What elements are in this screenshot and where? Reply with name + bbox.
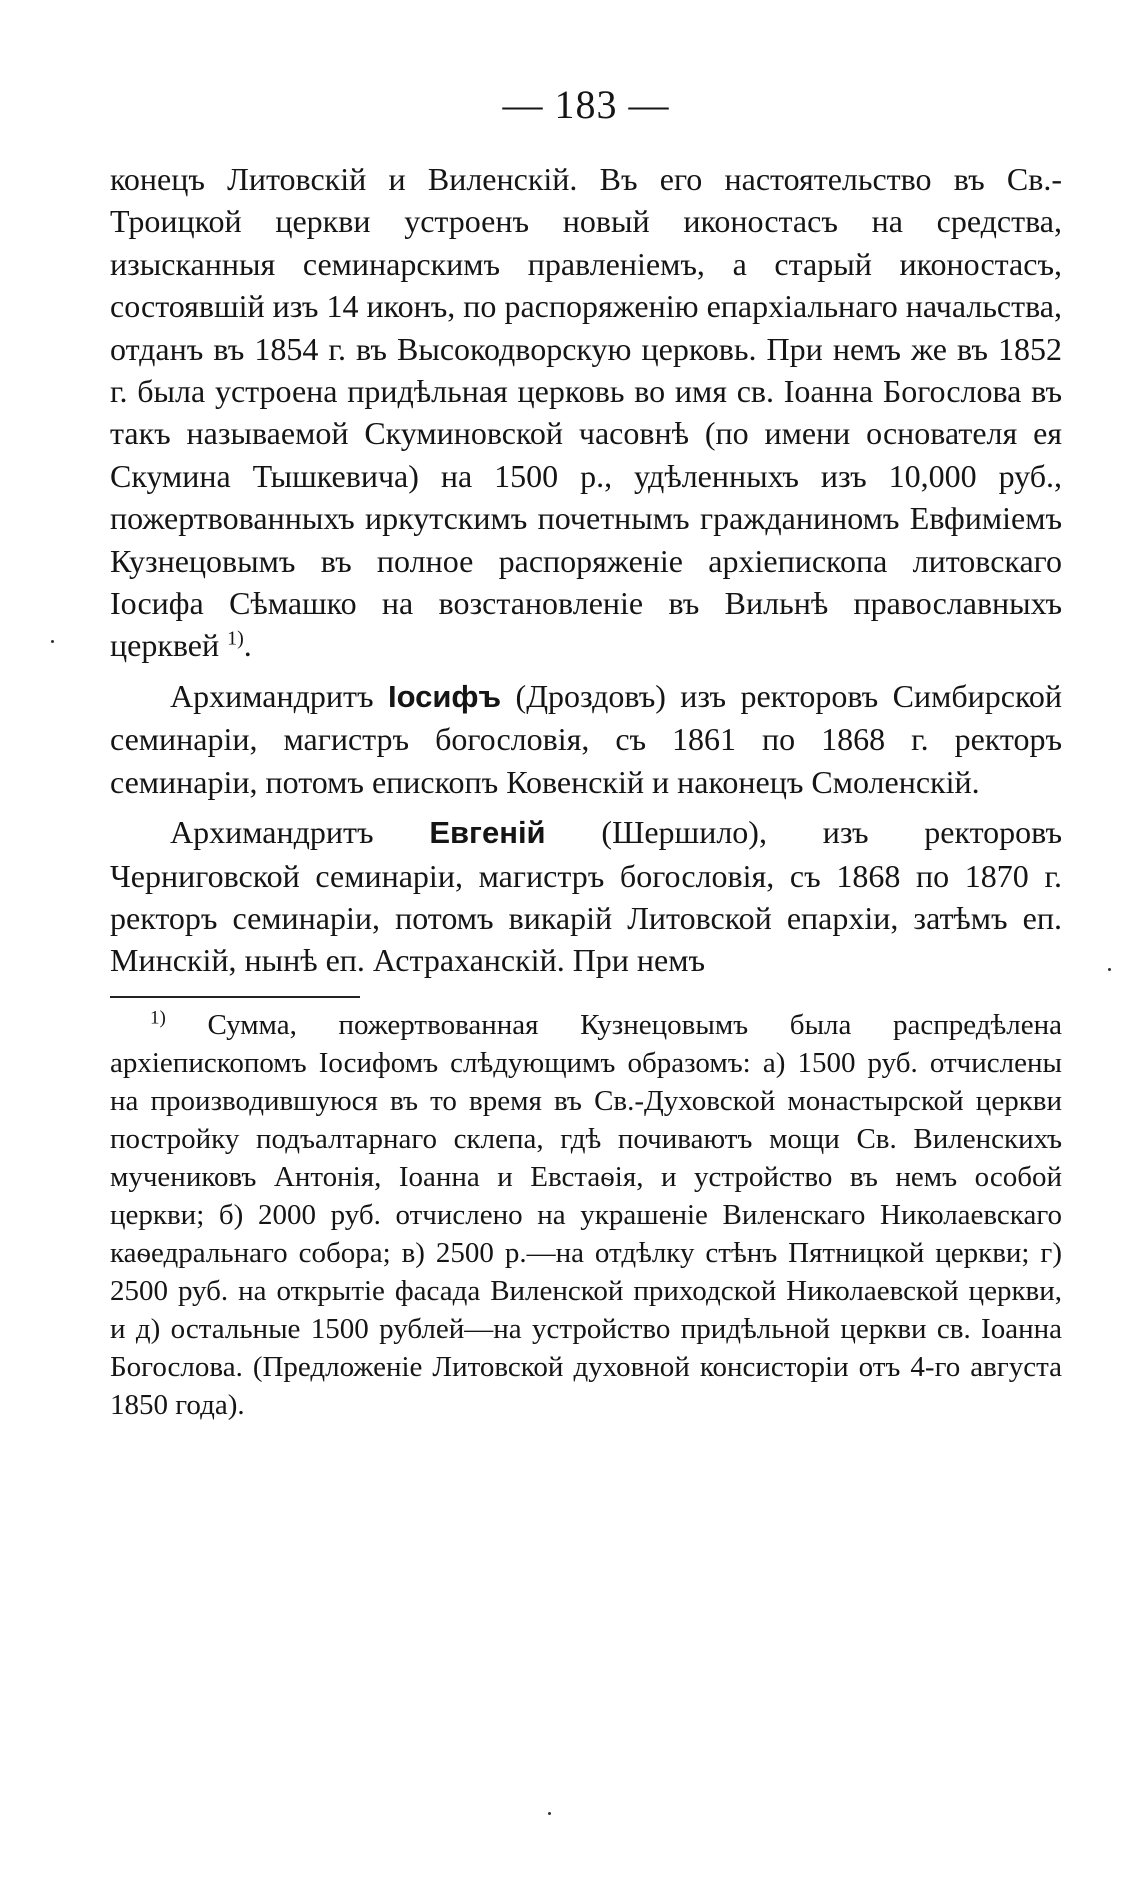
paragraph-1-text: конецъ Литовскій и Виленскій. Въ его настоятельство въ Св.-Троицкой церкви устроенъ новый иконостасъ на средства, изысканныя семинарскимъ правленіемъ, а старый иконостасъ, состоявшій изъ 14 иконъ, по распоряженію епархіальнаго начальства, отданъ въ 1854 г. въ Высокодворскую церковь. При немъ же въ 1852 г. была устроена придѣльная церковь во имя св. Іоанна Богослова въ такъ называемой Скуминовской часовнѣ (по имени основателя ея Скумина Тышкевича) на 1500 р., удѣленныхъ изъ 10,000 руб., пожертвованныхъ иркутскимъ почетнымъ гражданиномъ Евфиміемъ Кузнецовымъ въ полное распоряженіе архіепископа литовскаго Іосифа Сѣмашко на возстановленіе въ Вильнѣ православныхъ церквей — [110, 161, 1062, 664]
paragraph-3-title: Архимандритъ — [170, 814, 374, 851]
page-number: — 183 — — [502, 82, 670, 127]
paragraph-2-title: Архимандритъ — [170, 677, 374, 714]
scan-speck — [548, 1812, 551, 1815]
person-name-iosif: Іосифъ — [387, 678, 502, 714]
paragraph-2 — [110, 675, 1062, 803]
footnote-divider — [110, 996, 360, 998]
paragraph-3-text: (Шершило), изъ ректоровъ Черниговской семинаріи, магистръ богословія, съ 1868 по 1870 г. ректоръ семинаріи, потомъ викарій Литовской епархіи, затѣмъ еп. Минскій, нынѣ еп. Астраханскій. При немъ — [110, 814, 1063, 979]
footnote-reference: 1) — [227, 627, 244, 650]
paragraph-3 — [110, 811, 1062, 982]
footnote-text: Сумма, пожертвованная Кузнецовымъ была распредѣлена архіепископомъ Іосифомъ слѣдующимъ образомъ: а) 1500 руб. отчислены на производившуюся въ то время въ Св.-Духовской монастырской церкви постройку подъалтарнаго склепа, гдѣ почиваютъ мощи Св. Виленскихъ мучениковъ Антонія, Іоанна и Евстаѳія, и устройство въ немъ особой церкви; б) 2000 руб. отчислено на украшеніе Виленскаго Николаевскаго каѳедральнаго собора; в) 2500 р.—на отдѣлку стѣнъ Пятницкой церкви; г) 2500 руб. на открытіе фасада Виленской приходской Николаевской церкви, и д) остальные 1500 рублей—на устройство придѣльной церкви св. Іоанна Богослова. (Предложеніе Литовской духовной консисторіи отъ 4-го августа 1850 года). — [110, 1008, 1063, 1421]
paragraph-1-end: . — [243, 627, 252, 664]
scan-speck — [51, 640, 54, 643]
footnote-paragraph — [110, 1006, 1062, 1424]
main-text — [110, 158, 1062, 982]
paragraph-2-text: (Дроздовъ) изъ ректоровъ Симбирской семинаріи, магистръ богословія, съ 1861 по 1868 г. ректоръ семинаріи, потомъ епископъ Ковенскій и наконецъ Смоленскій. — [110, 677, 1063, 800]
footnote-marker: 1) — [150, 1007, 166, 1029]
scan-speck — [1108, 968, 1111, 971]
person-name-evgeniy: Евгеній — [429, 815, 546, 851]
paragraph-1 — [110, 158, 1062, 667]
footnote — [110, 1006, 1062, 1424]
